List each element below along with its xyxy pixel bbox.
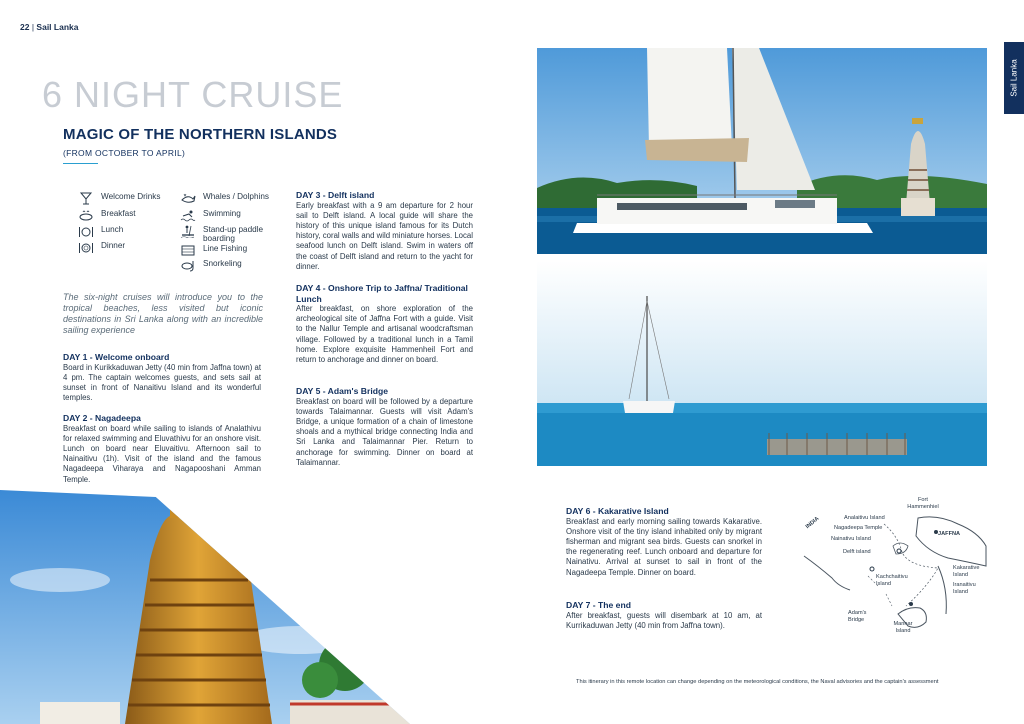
swimmer-icon [180, 209, 196, 222]
page-header [20, 22, 78, 32]
disclaimer-note: This itinerary in this remote location can change depending on the meteorological conditions, the Naval advisories and the captain's assessment [576, 679, 939, 685]
map-label-analaitivu: Analaitivu Island [844, 515, 885, 521]
day-text: Breakfast on board while sailing to islands of Analathivu for relaxed swimming and Eluvathivu for an onshore visit. Lunch on board near Eluvaitivu. Afternoon sail to Nainaitivu (1h). Visit of the island and the famous Nagadeepa Viharaya and Nagapooshani Amman Temple. [63, 423, 261, 484]
day-text: Early breakfast with a 9 am departure for 2 hour sail to Delft island. A local guide will share the history of this unique island famous for its Dutch history, coral walls and wild miniature horses. Local seafood lunch on Delft island. Swim in waters off the coast of Delft island and return to the yacht for dinner. [296, 200, 473, 271]
whale-icon [180, 192, 196, 205]
map-label-nainativu: Nainativu Island [831, 536, 871, 542]
amenity-label: Lunch [101, 225, 124, 234]
header-separator: | [31, 22, 37, 32]
lunch-icon [78, 225, 94, 238]
amenity-label: Welcome Drinks [101, 192, 161, 201]
map-label-jaffna: JAFFNA [938, 531, 961, 537]
amenity-label: Whales / Dolphins [203, 192, 269, 201]
amenity-label: Stand-up paddle boarding [203, 225, 264, 243]
intro-text: The six-night cruises will introduce you to the tropical beaches, less visited but iconic destinations in Sri Lanka along with an incredible sailing experience [63, 292, 263, 335]
day-2 [63, 413, 261, 485]
side-tab-label: Sail Lanka [1009, 59, 1019, 97]
snorkel-mask-icon [180, 259, 196, 272]
map-label-kachchaitivu: Kachchaitivu Island [876, 574, 908, 587]
amenity-swimming [180, 209, 241, 222]
amenity-label: Swimming [203, 209, 241, 218]
amenity-lunch [78, 225, 123, 238]
day-title: DAY 2 - Nagadeepa [63, 413, 141, 423]
map-label-iranaitivu: Iranaitivu Island [953, 582, 976, 595]
day-3 [296, 190, 473, 272]
fishing-icon [180, 244, 196, 257]
amenity-label: Line Fishing [203, 244, 248, 253]
season-note: (FROM OCTOBER TO APRIL) [63, 148, 186, 158]
day-title: DAY 6 - Kakarative Island [566, 506, 669, 516]
map-label-india: INDIA [804, 515, 821, 531]
day-text: Breakfast and early morning sailing towards Kakarative. Onshore visit of the tiny island inhabited only by migrant fisherman and migrant sea birds. Guests can snorkel in the regenerating reef. Lunch onboard and departure for Nainativu. Arrival at sunset to sail in front of the Nagadeepa Temple. Dinner on board. [566, 516, 762, 577]
day-7 [566, 600, 762, 631]
amenity-breakfast [78, 209, 136, 222]
amenity-dinner [78, 241, 125, 254]
day-text: After breakfast, on shore exploration of the archeological site of Jaffna Fort with a guide. Visit to the Nallur Temple and artisanal woodcraftsman village. Followed by a traditional lunch in a Tamil home. Explore exquisite Hammenheil Fort and return to anchorage and dinner on board. [296, 304, 473, 365]
amenity-label: Breakfast [101, 209, 136, 218]
map-label-mannar: Mannar Island [893, 621, 913, 634]
day-title: DAY 4 - Onshore Trip to Jaffna/ Traditional Lunch [296, 283, 468, 304]
side-tab [1004, 42, 1024, 114]
day-text: After breakfast, guests will disembark at 10 am, at Kurrikaduwan Jetty (40 min from Jaffna town). [566, 610, 762, 630]
amenity-paddle-boarding [180, 225, 280, 243]
day-5 [296, 386, 473, 468]
map-label-fort-hammenhiel: Fort Hammenhiel [907, 497, 939, 510]
day-4 [296, 283, 473, 365]
page-subtitle: MAGIC OF THE NORTHERN ISLANDS [63, 126, 338, 143]
amenity-label: Snorkeling [203, 259, 242, 268]
map-label-nagadeepa-temple: Nagadeepa Temple [834, 525, 883, 531]
temple-tower-photo [0, 490, 410, 724]
cocktail-glass-icon [78, 192, 94, 205]
header-section: Sail Lanka [36, 22, 79, 32]
map-label-adams-bridge: Adam's Bridge [848, 610, 867, 623]
day-text: Board in Kurikkaduwan Jetty (40 min from Jaffna town) at 4 pm. The captain welcomes guests, and sets sail at sunset in front of Nanaitivu Island and its wonderful temples. [63, 362, 261, 403]
map-label-kakarative: Kakarative Island [953, 565, 980, 578]
page-title: 6 NIGHT CRUISE [42, 74, 344, 115]
breakfast-icon [78, 209, 94, 222]
day-6 [566, 506, 762, 578]
catamaran-temple-photo [537, 48, 987, 254]
map-label-delft: Delft island [843, 549, 871, 555]
amenity-snorkeling [180, 259, 242, 272]
paddle-board-icon [180, 225, 196, 238]
day-1 [63, 352, 261, 403]
amenity-whales [180, 192, 269, 205]
amenity-welcome-drinks [78, 192, 160, 205]
day-title: DAY 3 - Delft island [296, 190, 375, 200]
title-divider [63, 163, 98, 164]
amenity-label: Dinner [101, 241, 126, 250]
day-title: DAY 5 - Adam's Bridge [296, 386, 388, 396]
sailboat-ocean-photo [537, 261, 987, 466]
day-title: DAY 7 - The end [566, 600, 631, 610]
day-text: Breakfast on board will be followed by a departure towards Talaimannar. Guests will visit Adam's Bridge, a unique formation of a chain of limestone shoals and a mythical bridge connecting India and Sri Lanka and Talaimannar Pier. Return to anchorage for swimming. Dinner on board at Talaimannar. [296, 396, 473, 467]
dinner-icon [78, 241, 94, 254]
amenity-line-fishing [180, 244, 247, 257]
day-title: DAY 1 - Welcome onboard [63, 352, 170, 362]
page-number: 22 [20, 22, 30, 32]
